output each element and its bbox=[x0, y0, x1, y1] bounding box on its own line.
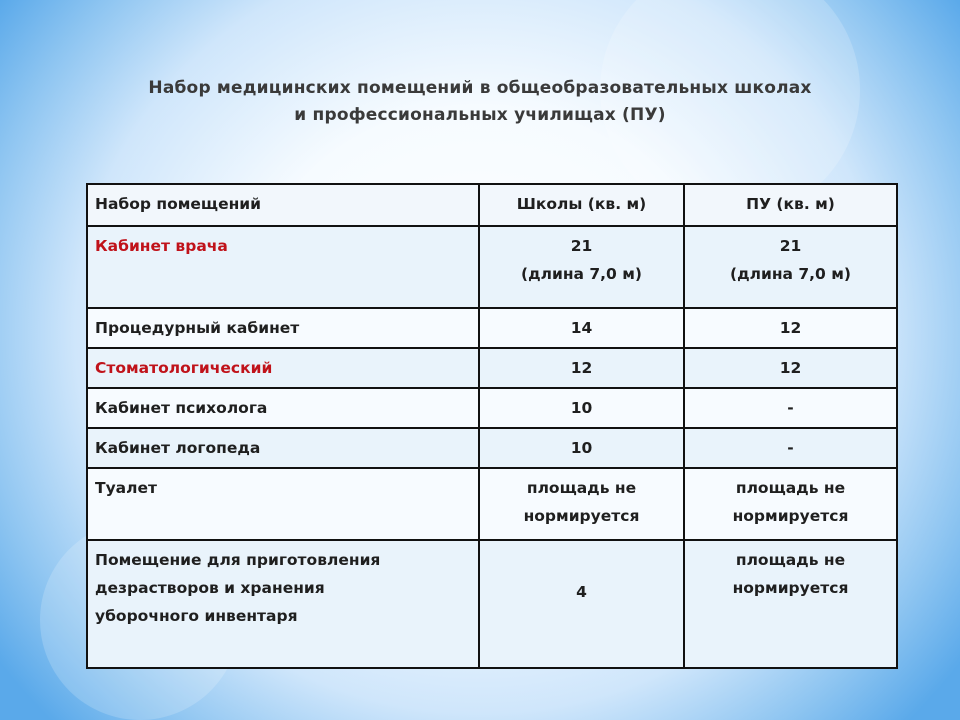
table-row bbox=[87, 226, 897, 308]
area-note: площадь не bbox=[735, 479, 846, 497]
table-row bbox=[87, 428, 897, 468]
room-name-cell: Стоматологический bbox=[87, 348, 479, 388]
area-note: (длина 7,0 м) bbox=[730, 265, 851, 283]
room-name-cell bbox=[87, 540, 479, 668]
room-name-cell: Кабинет психолога bbox=[87, 388, 479, 428]
table-row bbox=[87, 308, 897, 348]
school-area-cell: 10 bbox=[479, 388, 684, 428]
area-value: 21 bbox=[779, 237, 802, 255]
school-area-cell: 10 bbox=[479, 428, 684, 468]
room-name-line: дезрастворов и хранения bbox=[95, 579, 325, 597]
school-area-cell bbox=[479, 226, 684, 308]
pu-area-cell bbox=[684, 468, 897, 540]
pu-area-cell bbox=[684, 226, 897, 308]
pu-area-cell: - bbox=[684, 388, 897, 428]
area-note: нормируется bbox=[732, 507, 849, 525]
room-name-line: Помещение для приготовления bbox=[95, 551, 381, 569]
area-note: (длина 7,0 м) bbox=[521, 265, 642, 283]
room-name-cell: Кабинет врача bbox=[87, 226, 479, 308]
room-name-cell: Кабинет логопеда bbox=[87, 428, 479, 468]
column-header-pu: ПУ (кв. м) bbox=[684, 184, 897, 226]
school-area-cell: 4 bbox=[479, 540, 684, 668]
column-header-rooms: Набор помещений bbox=[87, 184, 479, 226]
room-name-cell: Процедурный кабинет bbox=[87, 308, 479, 348]
table-header-row bbox=[87, 184, 897, 226]
slide-title-line-2: и профессиональных училищах (ПУ) bbox=[294, 105, 666, 125]
slide-title-line-1: Набор медицинских помещений в общеобразовательных школах bbox=[148, 78, 812, 98]
area-value: 21 bbox=[570, 237, 593, 255]
area-note: нормируется bbox=[732, 579, 849, 597]
slide-title bbox=[0, 75, 960, 129]
area-note: нормируется bbox=[523, 507, 640, 525]
pu-area-cell: 12 bbox=[684, 308, 897, 348]
area-note: площадь не bbox=[735, 551, 846, 569]
pu-area-cell: - bbox=[684, 428, 897, 468]
column-header-schools: Школы (кв. м) bbox=[479, 184, 684, 226]
area-note: площадь не bbox=[526, 479, 637, 497]
room-name-line: уборочного инвентаря bbox=[95, 607, 298, 625]
room-name-cell: Туалет bbox=[87, 468, 479, 540]
table-row bbox=[87, 540, 897, 668]
school-area-cell bbox=[479, 468, 684, 540]
table-row bbox=[87, 468, 897, 540]
school-area-cell: 14 bbox=[479, 308, 684, 348]
table-row bbox=[87, 348, 897, 388]
school-area-cell: 12 bbox=[479, 348, 684, 388]
pu-area-cell: 12 bbox=[684, 348, 897, 388]
pu-area-cell bbox=[684, 540, 897, 668]
medical-rooms-table bbox=[86, 183, 898, 669]
table-row bbox=[87, 388, 897, 428]
